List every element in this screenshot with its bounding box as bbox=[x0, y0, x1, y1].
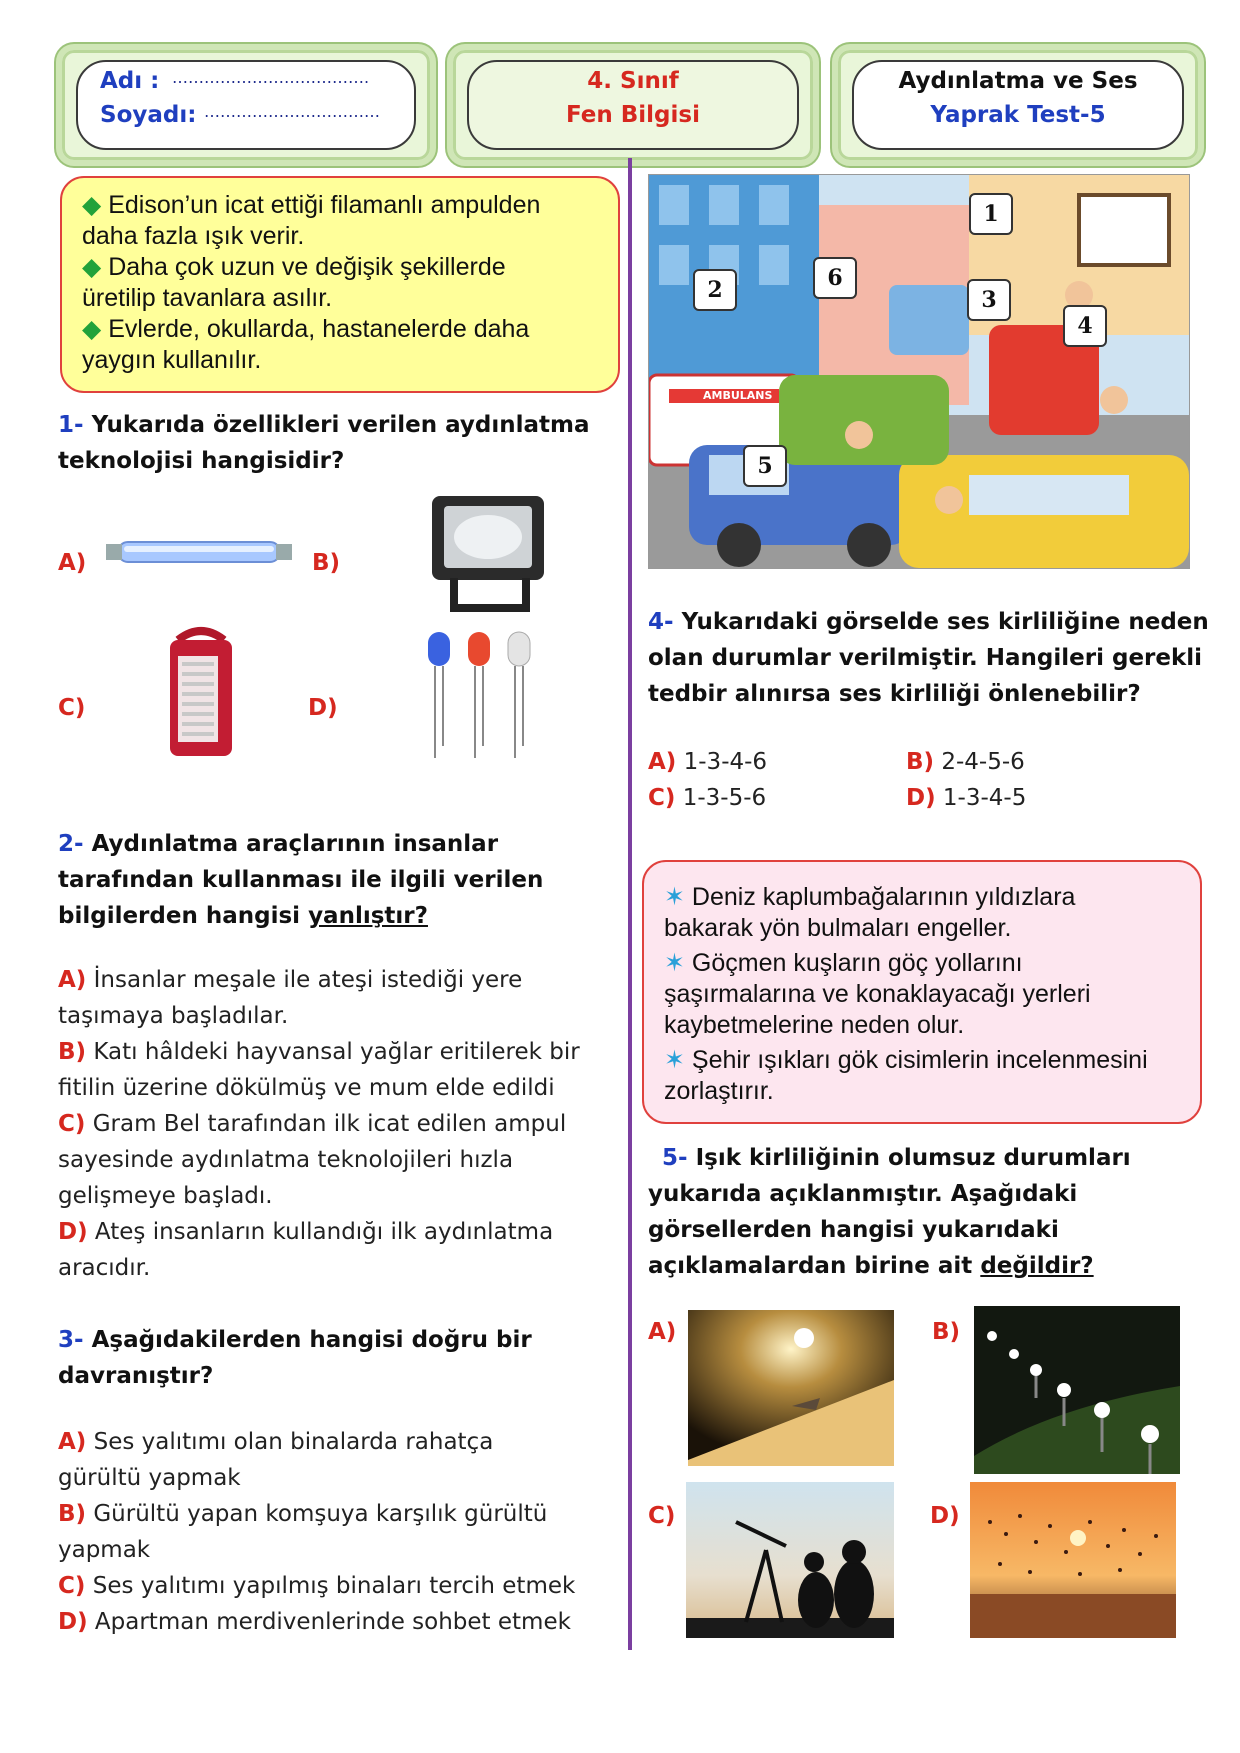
rechargeable-lantern-image bbox=[164, 622, 238, 760]
scene-tag-1: 1 bbox=[969, 193, 1013, 235]
q2-option-d[interactable]: D) Ateş insanların kullandığı ilk aydınlatma aracıdır. bbox=[58, 1219, 554, 1281]
info1-line6: yaygın kullanılır. bbox=[82, 346, 262, 374]
name-dots: ………………………………. bbox=[172, 68, 370, 87]
info1-line1: ◆ Edison’un icat ettiği filamanlı ampulden bbox=[82, 191, 541, 219]
q3-text: 3- Aşağıdakilerden hangisi doğru bir davranıştır? bbox=[58, 1327, 532, 1389]
unit-label: Aydınlatma ve Ses bbox=[898, 68, 1138, 94]
q1-option-a[interactable]: A) bbox=[58, 550, 87, 576]
info1-line4: üretilip tavanlara asılır. bbox=[82, 284, 333, 312]
info-box-light-pollution bbox=[642, 860, 1202, 1124]
info2-line1: ✶ Deniz kaplumbağalarının yıldızlara bbox=[664, 883, 1076, 911]
scene-tag-3: 3 bbox=[967, 279, 1011, 321]
info2-line5: kaybetmelerine neden olur. bbox=[664, 1011, 965, 1039]
q4-option-c[interactable]: C) 1-3-5-6 bbox=[648, 785, 767, 811]
info2-line3: ✶ Göçmen kuşların göç yollarını bbox=[664, 949, 1023, 977]
subject-box bbox=[447, 44, 819, 166]
q5-option-c[interactable]: C) bbox=[648, 1503, 676, 1529]
info1-line5: ◆ Evlerde, okullarda, hastanelerde daha bbox=[82, 315, 530, 343]
q2-option-c[interactable]: C) Gram Bel tarafından ilk icat edilen ampul sayesinde aydınlatma teknolojileri hızla gelişmeye başladı. bbox=[58, 1111, 567, 1209]
q5-option-b[interactable]: B) bbox=[932, 1319, 961, 1345]
star-bullet-icon: ✶ bbox=[664, 883, 685, 911]
scene-tag-5: 5 bbox=[743, 445, 787, 487]
name-box bbox=[56, 44, 436, 166]
telescope-silhouette-photo bbox=[686, 1482, 894, 1638]
q2-option-a[interactable]: A) İnsanlar meşale ile ateşi istediği yere taşımaya başladılar. bbox=[58, 967, 523, 1029]
star-bullet-icon: ✶ bbox=[664, 1046, 685, 1074]
q2-option-b[interactable]: B) Katı hâldeki hayvansal yağlar eritilerek bir fitilin üzerine dökülmüş ve mum elde edildi bbox=[58, 1039, 580, 1101]
floodlight-image bbox=[426, 490, 554, 618]
q3-option-d[interactable]: D) Apartman merdivenlerinde sohbet etmek bbox=[58, 1609, 571, 1635]
grade-label: 4. Sınıf bbox=[587, 68, 679, 94]
q3-option-c[interactable]: C) Ses yalıtımı yapılmış binaları tercih etmek bbox=[58, 1573, 576, 1599]
info2-line2: bakarak yön bulmaları engeller. bbox=[664, 914, 1012, 942]
surname-label: Soyadı: bbox=[100, 102, 197, 128]
diamond-bullet-icon: ◆ bbox=[82, 253, 102, 281]
night-sky-aircraft-photo bbox=[688, 1310, 894, 1466]
q1-option-b[interactable]: B) bbox=[312, 550, 341, 576]
ambulance-label: AMBULANS bbox=[703, 389, 773, 402]
q3-option-b[interactable]: B) Gürültü yapan komşuya karşılık gürültü yapmak bbox=[58, 1501, 548, 1563]
garden-lamps-photo bbox=[974, 1306, 1180, 1474]
q1-option-d[interactable]: D) bbox=[308, 695, 338, 721]
test-label: Yaprak Test-5 bbox=[930, 102, 1106, 128]
q1-text: 1- Yukarıda özellikleri verilen aydınlatma teknolojisi hangisidir? bbox=[58, 412, 590, 474]
q4-option-b[interactable]: B) 2-4-5-6 bbox=[906, 749, 1025, 775]
info2-line6: ✶ Şehir ışıkları gök cisimlerin incelenmesini bbox=[664, 1046, 1148, 1074]
fluorescent-tube-image bbox=[104, 520, 294, 584]
unit-box bbox=[832, 44, 1204, 166]
traffic-noise-illustration bbox=[648, 174, 1190, 569]
info2-line4: şaşırmalarına ve konaklayacağı yerleri bbox=[664, 980, 1091, 1008]
subject-label: Fen Bilgisi bbox=[566, 102, 700, 128]
q4-option-a[interactable]: A) 1-3-4-6 bbox=[648, 749, 768, 775]
scene-tag-4: 4 bbox=[1063, 305, 1107, 347]
q3-option-a[interactable]: A) Ses yalıtımı olan binalarda rahatça gürültü yapmak bbox=[58, 1429, 494, 1491]
info-box-lighting bbox=[60, 176, 620, 393]
q5-option-d[interactable]: D) bbox=[930, 1503, 960, 1529]
q5-text: 5- Işık kirliliğinin olumsuz durumları yukarıda açıklanmıştır. Aşağıdaki görsellerden hangisi yukarıdaki açıklamalardan birine ait değildir? bbox=[648, 1145, 1131, 1279]
q1-option-c[interactable]: C) bbox=[58, 695, 86, 721]
migrating-birds-sunset-photo bbox=[970, 1482, 1176, 1638]
info1-line2: daha fazla ışık verir. bbox=[82, 222, 305, 250]
q4-option-d[interactable]: D) 1-3-4-5 bbox=[906, 785, 1027, 811]
diamond-bullet-icon: ◆ bbox=[82, 191, 102, 219]
surname-dots: …………………………… bbox=[204, 102, 380, 121]
info2-line7: zorlaştırır. bbox=[664, 1077, 774, 1105]
q5-option-a[interactable]: A) bbox=[648, 1319, 677, 1345]
led-diodes-image bbox=[420, 626, 546, 762]
column-divider bbox=[628, 158, 632, 1650]
diamond-bullet-icon: ◆ bbox=[82, 315, 102, 343]
name-label: Adı : bbox=[100, 68, 160, 94]
scene-tag-6: 6 bbox=[813, 257, 857, 299]
star-bullet-icon: ✶ bbox=[664, 949, 685, 977]
info1-line3: ◆ Daha çok uzun ve değişik şekillerde bbox=[82, 253, 506, 281]
scene-tag-2: 2 bbox=[693, 269, 737, 311]
q2-text: 2- Aydınlatma araçlarının insanlar tarafından kullanması ile ilgili verilen bilgilerden hangisi yanlıştır? bbox=[58, 831, 544, 929]
q4-text: 4- Yukarıdaki görselde ses kirliliğine neden olan durumlar verilmiştir. Hangileri gerekli tedbir alınırsa ses kirliliği önlenebilir? bbox=[648, 609, 1209, 707]
